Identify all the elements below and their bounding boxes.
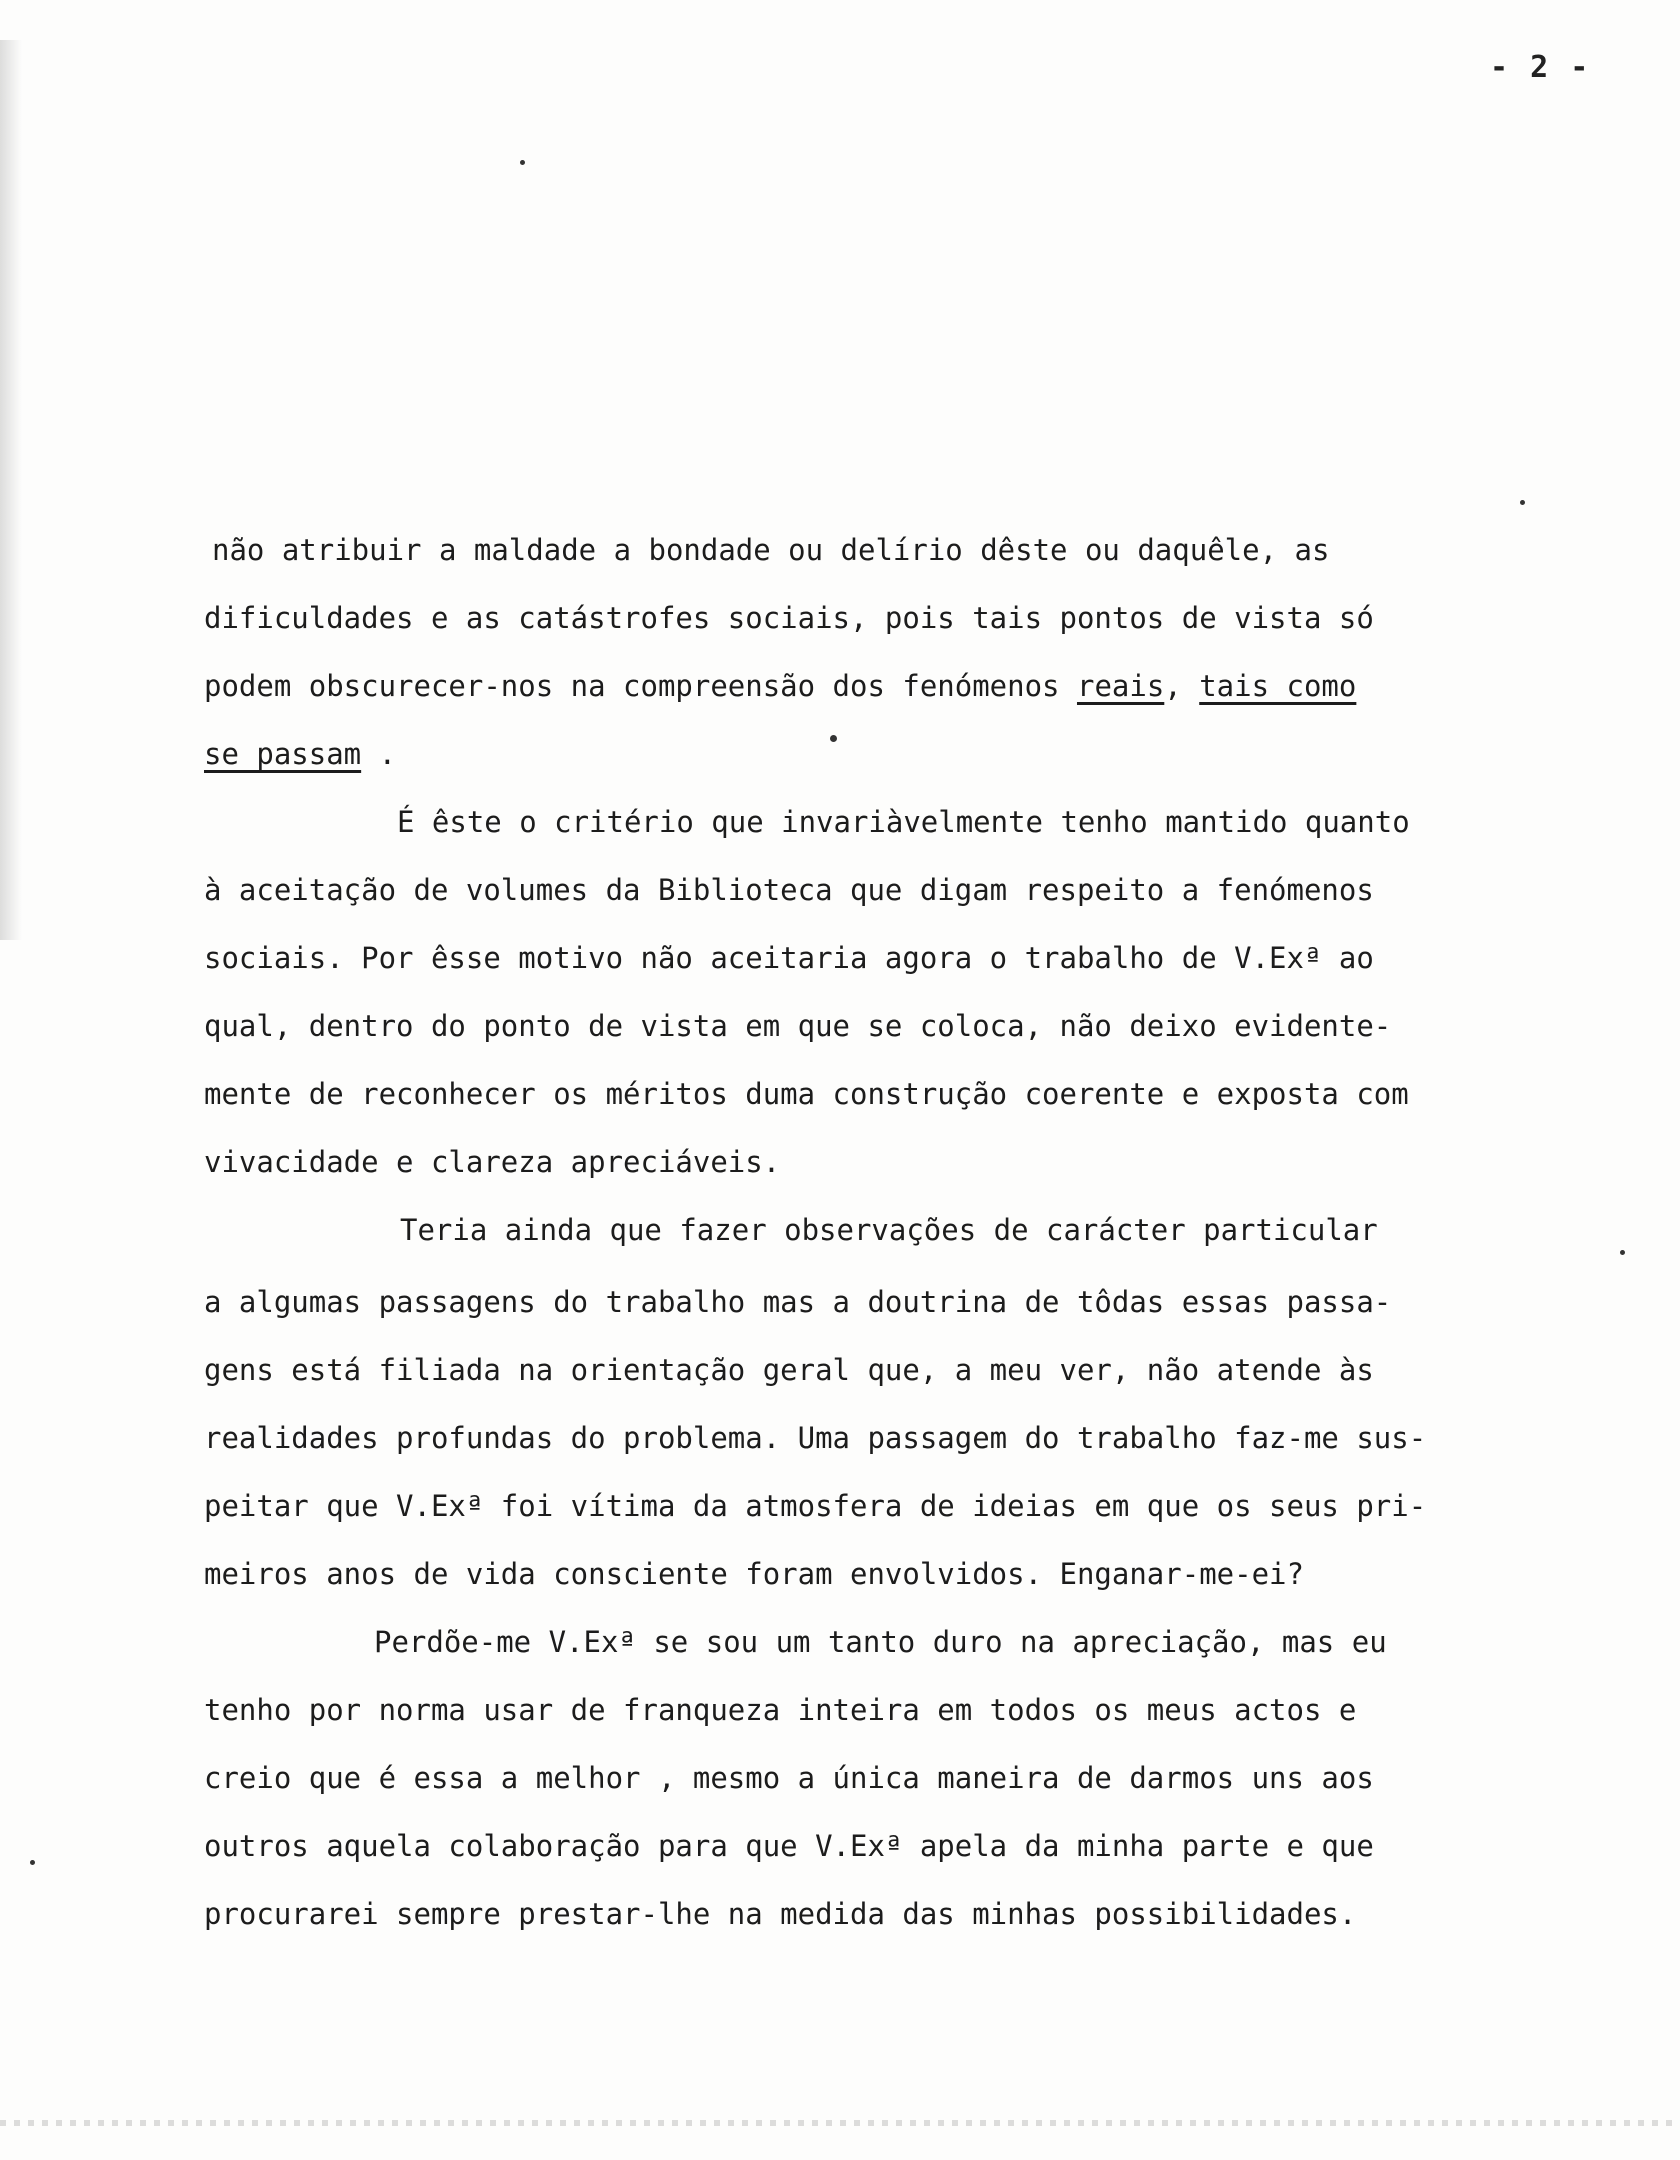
scan-speck: [1620, 1250, 1625, 1255]
scan-speck: [520, 160, 525, 165]
text-line: procurarei sempre prestar-lhe na medida das minhas possibilidades.: [204, 1897, 1357, 1931]
underlined-text: tais como: [1199, 669, 1357, 703]
text-line: Teria ainda que fazer observações de carácter particular: [400, 1213, 1378, 1247]
underlined-text: se passam: [204, 737, 362, 771]
text-line: qual, dentro do ponto de vista em que se coloca, não deixo evidente-: [204, 1009, 1392, 1043]
text-line: gens está filiada na orientação geral que, a meu ver, não atende às: [204, 1353, 1374, 1387]
text-line: dificuldades e as catástrofes sociais, pois tais pontos de vista só: [204, 601, 1374, 635]
text-line: meiros anos de vida consciente foram envolvidos. Enganar-me-ei?: [204, 1557, 1304, 1591]
scan-speck: [1520, 500, 1525, 505]
text-line: mente de reconhecer os méritos duma construção coerente e exposta com: [204, 1077, 1409, 1111]
scan-bottom-noise: [0, 2120, 1680, 2126]
text-segment: ,: [1164, 669, 1200, 703]
text-line: [204, 734, 396, 774]
text-line: creio que é essa a melhor , mesmo a única maneira de darmos uns aos: [204, 1761, 1374, 1795]
text-line: à aceitação de volumes da Biblioteca que digam respeito a fenómenos: [204, 873, 1374, 907]
text-line: sociais. Por êsse motivo não aceitaria agora o trabalho de V.Exª ao: [204, 941, 1374, 975]
text-line: Perdõe-me V.Exª se sou um tanto duro na apreciação, mas eu: [374, 1625, 1387, 1659]
text-line: tenho por norma usar de franqueza inteira em todos os meus actos e: [204, 1693, 1357, 1727]
text-line: a algumas passagens do trabalho mas a doutrina de tôdas essas passa-: [204, 1285, 1392, 1319]
text-line: vivacidade e clareza apreciáveis.: [204, 1145, 781, 1179]
text-line: outros aquela colaboração para que V.Exª apela da minha parte e que: [204, 1829, 1374, 1863]
text-line: É êste o critério que invariàvelmente tenho mantido quanto: [397, 805, 1410, 839]
text-segment: .: [361, 737, 397, 771]
text-segment: podem obscurecer-nos na compreensão dos fenómenos: [204, 669, 1077, 703]
page-number: - 2 -: [1490, 50, 1591, 85]
scan-speck: [830, 735, 837, 742]
scan-speck: [30, 1860, 35, 1865]
scan-edge-shadow: [0, 40, 22, 940]
text-line: peitar que V.Exª foi vítima da atmosfera de ideias em que os seus pri-: [204, 1489, 1427, 1523]
text-line: não atribuir a maldade a bondade ou delírio dêste ou daquêle, as: [212, 533, 1330, 567]
text-line: realidades profundas do problema. Uma passagem do trabalho faz-me sus-: [204, 1421, 1427, 1455]
underlined-text: reais: [1076, 669, 1165, 703]
text-line: [204, 666, 1356, 706]
